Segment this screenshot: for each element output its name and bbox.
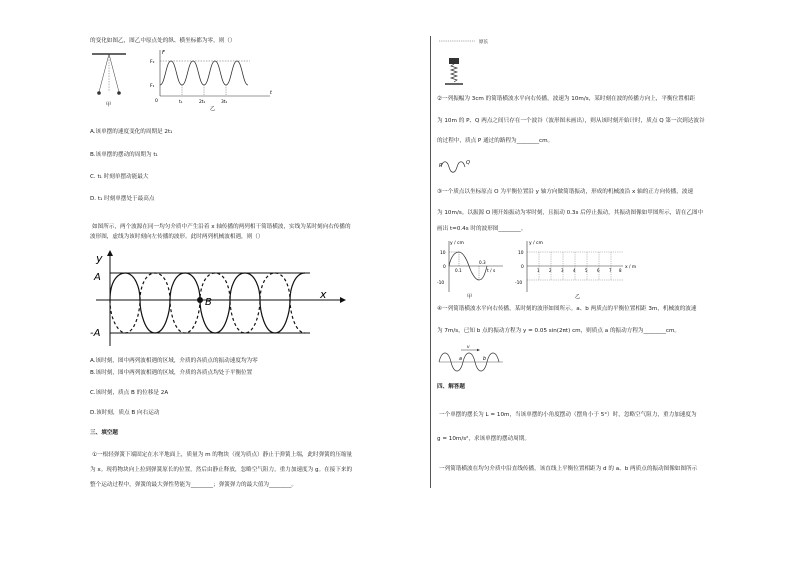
question-waves-line1: 如图所示，两个波源在同一均匀介质中产生沿着 x 轴传播的两列相干简谐横波，实线为某时刻向右传播的 bbox=[92, 224, 351, 230]
pendulum-figure bbox=[90, 50, 130, 110]
PQ-wave bbox=[441, 162, 465, 173]
tick-2t1: 2t₁ bbox=[199, 100, 206, 105]
spring-figure bbox=[437, 38, 517, 88]
jia-t03: 0.3 bbox=[479, 260, 486, 265]
question-origin-line1: ③一个质点以坐标原点 O 为平衡位置沿 y 轴方向做简谐振动，形成的机械波沿 x 轴的正方向传播，波速 bbox=[437, 189, 694, 195]
section-3-heading: 三、填空题 bbox=[90, 430, 118, 436]
jia-t01: 0.1 bbox=[455, 268, 462, 273]
question-wave-right-line1: ②一列振幅为 3cm 的简谐横波水平向右传播，波速为 10m/s，某时刻在波的传播方向上，平衡位置相距 bbox=[437, 96, 695, 102]
string-right bbox=[109, 54, 119, 92]
question-last-line1: 一列简谐横波在均匀介质中沿直线传播，该直线上平衡位置相距为 d 的 a、b 两质点的振动图像如图所示 bbox=[439, 466, 698, 472]
y-axis-label: y bbox=[96, 252, 103, 265]
question-origin-line3: 画出 t=0.4s 时的波形图________。 bbox=[437, 226, 527, 232]
P-label: P bbox=[439, 163, 443, 169]
section-4-heading: 四、解答题 bbox=[437, 384, 465, 390]
option-1d: D. t₁ 时刻单摆处于最高点 bbox=[90, 196, 155, 202]
jia-ylabel: y / cm bbox=[450, 241, 464, 246]
question-intro-tail: 的变化如图乙，图乙中原点处的纵、横坐标都为零，则（） bbox=[90, 38, 236, 44]
yi-y0: 0 bbox=[521, 265, 524, 270]
a-label: a bbox=[459, 357, 462, 362]
option-1c: C. t₁ 时刻单摆动能最大 bbox=[90, 174, 149, 180]
block bbox=[449, 58, 459, 64]
B-label: B bbox=[205, 297, 212, 308]
question-waves-line2: 波形图，虚线为该时刻向左传播的波形。此时两列机械波相遇，则（） bbox=[90, 234, 264, 240]
bob-right bbox=[117, 91, 121, 95]
b-label: b bbox=[483, 357, 487, 362]
option-2c: C.该时刻，质点 B 的位移是 2A bbox=[90, 390, 169, 396]
A-label: A bbox=[94, 272, 101, 283]
option-1b: B.该单摆的摆动的周期为 t₁ bbox=[90, 152, 158, 158]
yi-tick-4: 4 bbox=[573, 268, 576, 273]
question-spring-line3: 整个运动过程中，弹簧的最大弹性势能为________；弹簧弹力的最大值为________。 bbox=[90, 482, 297, 488]
yi-tick-8: 8 bbox=[619, 268, 622, 273]
negA-label: -A bbox=[90, 328, 101, 339]
question-ab-line1: ④一列简谐横波水平向右传播，某时刻的波形如图所示。a、b 两质点的平衡位置相距 3m，机械波的波速 bbox=[437, 306, 697, 312]
wave-grid-yi bbox=[515, 238, 645, 300]
question-pendulum-line1: 一个单摆的摆长为 L = 10m，当该单摆的小角度摆动（摆角小于 5°）时，忽略空气阻力，重力加速度为 bbox=[439, 412, 697, 418]
force-curve bbox=[160, 61, 248, 85]
pendulum-label: 甲 bbox=[106, 102, 112, 108]
yi-caption: 乙 bbox=[575, 294, 581, 300]
option-2a: A.该时刻，图中两列波相遇的区域，介质的各质点的振动速度均为零 bbox=[90, 358, 258, 364]
question-origin-line2: 为 10m/s。以振源 O 刚开始振动为零时刻，且振动 0.3s 后停止振动，其振动图像如甲图所示，请在乙图中 bbox=[437, 210, 704, 216]
yi-tick-2: 2 bbox=[549, 268, 552, 273]
question-spring-line2: 为 x。现将物块向上拉到弹簧原长的位置，然后由静止释放，忽略空气阻力，重力加速度为 g。在接下来的 bbox=[90, 467, 353, 473]
PQ-figure bbox=[439, 158, 479, 176]
vibration-graph-jia bbox=[437, 238, 507, 300]
interference-figure bbox=[90, 248, 350, 348]
origin-label: 0 bbox=[155, 99, 158, 104]
point-B bbox=[197, 297, 203, 303]
yi-yneg10: -10 bbox=[515, 281, 523, 286]
bob-left bbox=[97, 91, 101, 95]
yi-tick-6: 6 bbox=[597, 268, 600, 273]
y-arrow bbox=[107, 250, 113, 256]
option-2b: B.该时刻，图中两列波相遇的区域，介质的各质点均处于平衡位置 bbox=[90, 370, 253, 376]
yi-tick-7: 7 bbox=[609, 268, 612, 273]
question-spring-line1: ①一根轻弹簧下端固定在水平地面上，质量为 m 的物块（视为质点）静止于弹簧上端，此时弹簧的压缩量 bbox=[92, 452, 353, 458]
v-label: v bbox=[467, 345, 470, 350]
yi-ylabel: y / cm bbox=[529, 241, 543, 246]
x-axis-label: x bbox=[320, 288, 327, 301]
F-axis-label: F bbox=[162, 50, 165, 56]
jia-y10: 10 bbox=[440, 251, 446, 256]
yi-tick-3: 3 bbox=[561, 268, 564, 273]
spring-coil bbox=[451, 64, 457, 82]
question-ab-line2: 为 7m/s，已知 b 点的振动方程为 y = 0.05 sin(2πt) cm，则质点 a 的振动方程为________cm。 bbox=[437, 328, 681, 334]
question-wave-right-line2: 为 10m 的 P、Q 两点之间只存在一个波谷（波形图未画出），则从该时刻开始计时，质点 Q 第一次到达波谷 bbox=[437, 118, 705, 124]
F1-label: F₁ bbox=[150, 84, 155, 89]
option-2d: D.该时刻，质点 B 向右运动 bbox=[90, 410, 160, 416]
yi-tick-1: 1 bbox=[537, 268, 540, 273]
option-1a: A.该单摆的速度变化的周期是 2t₁ bbox=[90, 129, 173, 135]
yi-xlabel: x / m bbox=[625, 265, 637, 270]
graph-caption: 乙 bbox=[210, 106, 216, 112]
ab-wave-figure bbox=[437, 342, 507, 376]
v-arrowhead bbox=[477, 349, 480, 351]
jia-tlabel: t / s bbox=[487, 269, 496, 274]
jia-yneg10: -10 bbox=[437, 281, 445, 286]
F2-label: F₂ bbox=[150, 60, 155, 65]
natural-length-label: 原长 bbox=[479, 40, 489, 45]
Q-label: Q bbox=[466, 160, 470, 166]
x-arrow bbox=[340, 297, 346, 303]
column-divider bbox=[430, 36, 431, 488]
string-left bbox=[99, 54, 109, 92]
jia-caption: 甲 bbox=[467, 294, 473, 300]
tick-t1: t₁ bbox=[179, 100, 183, 105]
question-wave-right-line3: 的过程中，质点 P 通过的路程为________cm。 bbox=[437, 138, 554, 144]
tick-3t1: 3t₁ bbox=[221, 100, 228, 105]
jia-y0: 0 bbox=[443, 265, 446, 270]
yi-tick-5: 5 bbox=[585, 268, 588, 273]
yi-y10: 10 bbox=[518, 251, 524, 256]
t-axis-label: t bbox=[270, 91, 272, 96]
question-pendulum-line2: g = 10m/s²，求该单摆的摆动周期。 bbox=[437, 436, 530, 442]
force-time-graph bbox=[150, 48, 280, 110]
